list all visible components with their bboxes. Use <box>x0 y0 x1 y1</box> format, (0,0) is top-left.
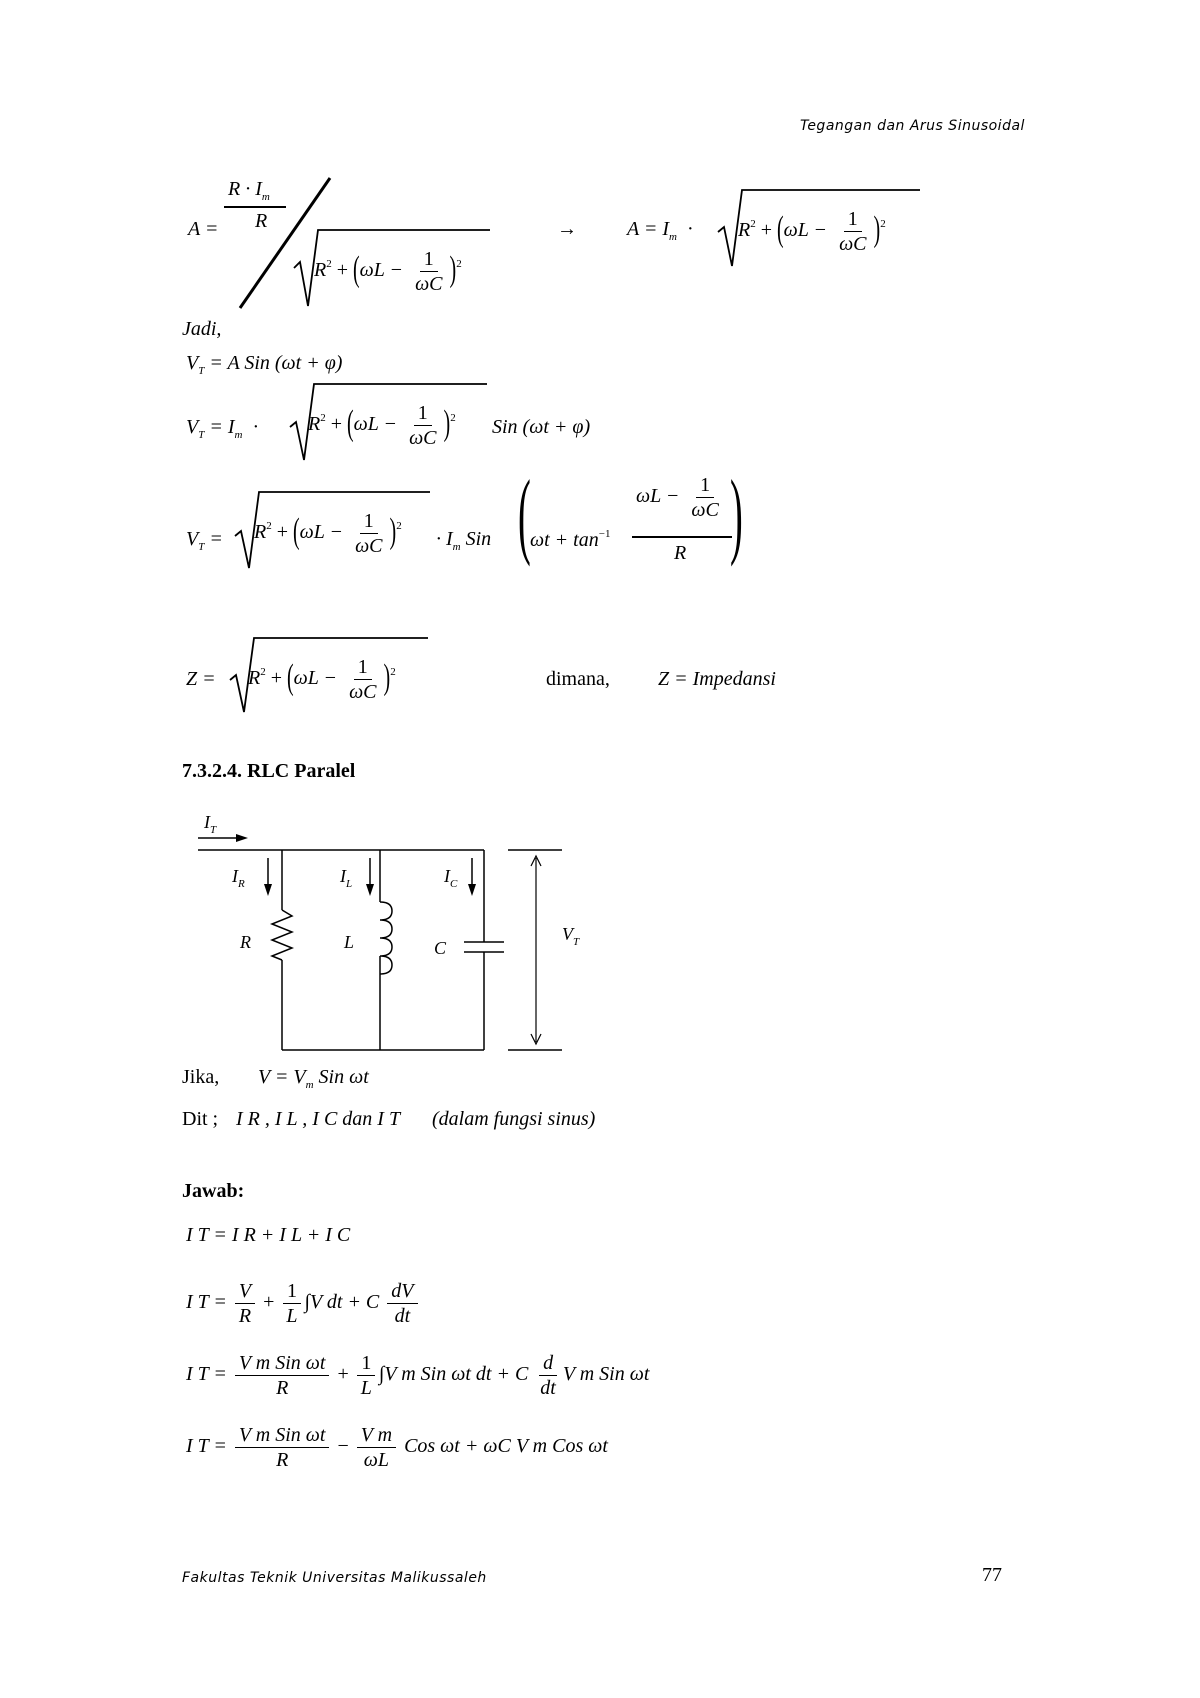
page-number: 77 <box>982 1564 1002 1586</box>
answer-line-3: I T = $\frac{\text{V m Sin ωt}}{R}$ + $\frac{1}{L}$ ∫V m Sin ωt dt + C $\frac{d}{dt}$ V m Sin ωt <box>186 1352 650 1399</box>
jadi-label: Jadi, <box>182 318 222 340</box>
eq-a-denominator: R <box>255 210 268 232</box>
answer-line-1: I T = I R + I L + I C <box>186 1224 351 1246</box>
answer-line-2: I T = $\frac{V}{R}$ + $\frac{1}{L}$ ∫V dt + C $\frac{dV}{dt}$ <box>186 1280 421 1327</box>
dit-terms: I R , I L , I C dan I T <box>236 1108 401 1130</box>
label-ic: $I_C$ <box>444 866 458 890</box>
eq-vt2-tail: Sin (ωt + φ) <box>492 416 591 438</box>
eq-vt3-frac-den: R <box>674 542 687 564</box>
jika-equation: $V = V_m$ Sin ωt <box>258 1066 369 1091</box>
eq-vt3-frac-num: ωL − $\frac{1}{\omega C}$ <box>636 474 719 521</box>
label-inductor: L <box>344 932 355 952</box>
eq-a2-lhs: $A = I_m$ · <box>627 218 694 243</box>
dit-label: Dit ; <box>182 1108 219 1130</box>
eq-z-lhs: Z = <box>186 668 216 690</box>
eq-vt2-radicand: $R^2 + (\omega L$ − $\frac{1}{\omega C}$ )$^2$ <box>308 402 456 449</box>
section-heading: 7.3.2.4. RLC Paralel <box>182 760 356 782</box>
label-il: $I_L$ <box>340 866 353 890</box>
label-ir: $I_R$ <box>232 866 245 890</box>
label-capacitor: C <box>434 938 447 958</box>
eq-vt1: $V_T = A$ Sin (ωt + φ) <box>186 352 343 377</box>
label-resistor: R <box>240 932 251 952</box>
jika-label: Jika, <box>182 1066 220 1088</box>
dit-note: (dalam fungsi sinus) <box>432 1108 596 1130</box>
footer-institution: Fakultas Teknik Universitas Malikussaleh <box>182 1570 487 1586</box>
eq-z-radicand: $R^2 + (\omega L$ − $\frac{1}{\omega C}$ )$^2$ <box>248 656 396 703</box>
eq-vt3-right-paren: ) <box>730 460 743 567</box>
running-header: Tegangan dan Arus Sinusoidal <box>800 118 1025 134</box>
label-vt: $V_T$ <box>562 924 580 948</box>
eq-a2-radicand: $R^2 + (\omega L$ − $\frac{1}{\omega C}$ )$^2$ <box>738 208 886 255</box>
eq-vt3-arg: $\omega t + \tan^{-1}$ <box>530 528 611 551</box>
z-definition: Z = Impedansi <box>658 668 776 690</box>
dimana-label: dimana, <box>546 668 610 690</box>
arrow: → <box>557 218 577 240</box>
eq-vt3-radicand: $R^2 + (\omega L$ − $\frac{1}{\omega C}$ )$^2$ <box>254 510 402 557</box>
eq-vt3-left-paren: ( <box>518 460 531 567</box>
eq-a-lhs: A = <box>188 218 219 240</box>
eq-a-numerator: $R \cdot I_m$ <box>228 178 270 203</box>
eq-vt3-lhs: $V_T$ = <box>186 528 223 553</box>
label-it: $I_T$ <box>204 812 217 836</box>
eq-vt2-lhs: $V_T = I_m$ · <box>186 416 260 441</box>
eq-vt3-mid: · $I_m$ Sin <box>436 528 492 553</box>
eq-a-radicand: $R^2 + (\omega L$ − $\frac{1}{\omega C}$ )$^2$ <box>314 248 462 295</box>
answer-heading: Jawab: <box>182 1180 245 1202</box>
answer-line-4: I T = $\frac{\text{V m Sin ωt}}{R}$ − $\frac{\text{V m}}{\omega L}$ Cos ωt + ωC V m Cos ωt <box>186 1424 608 1471</box>
